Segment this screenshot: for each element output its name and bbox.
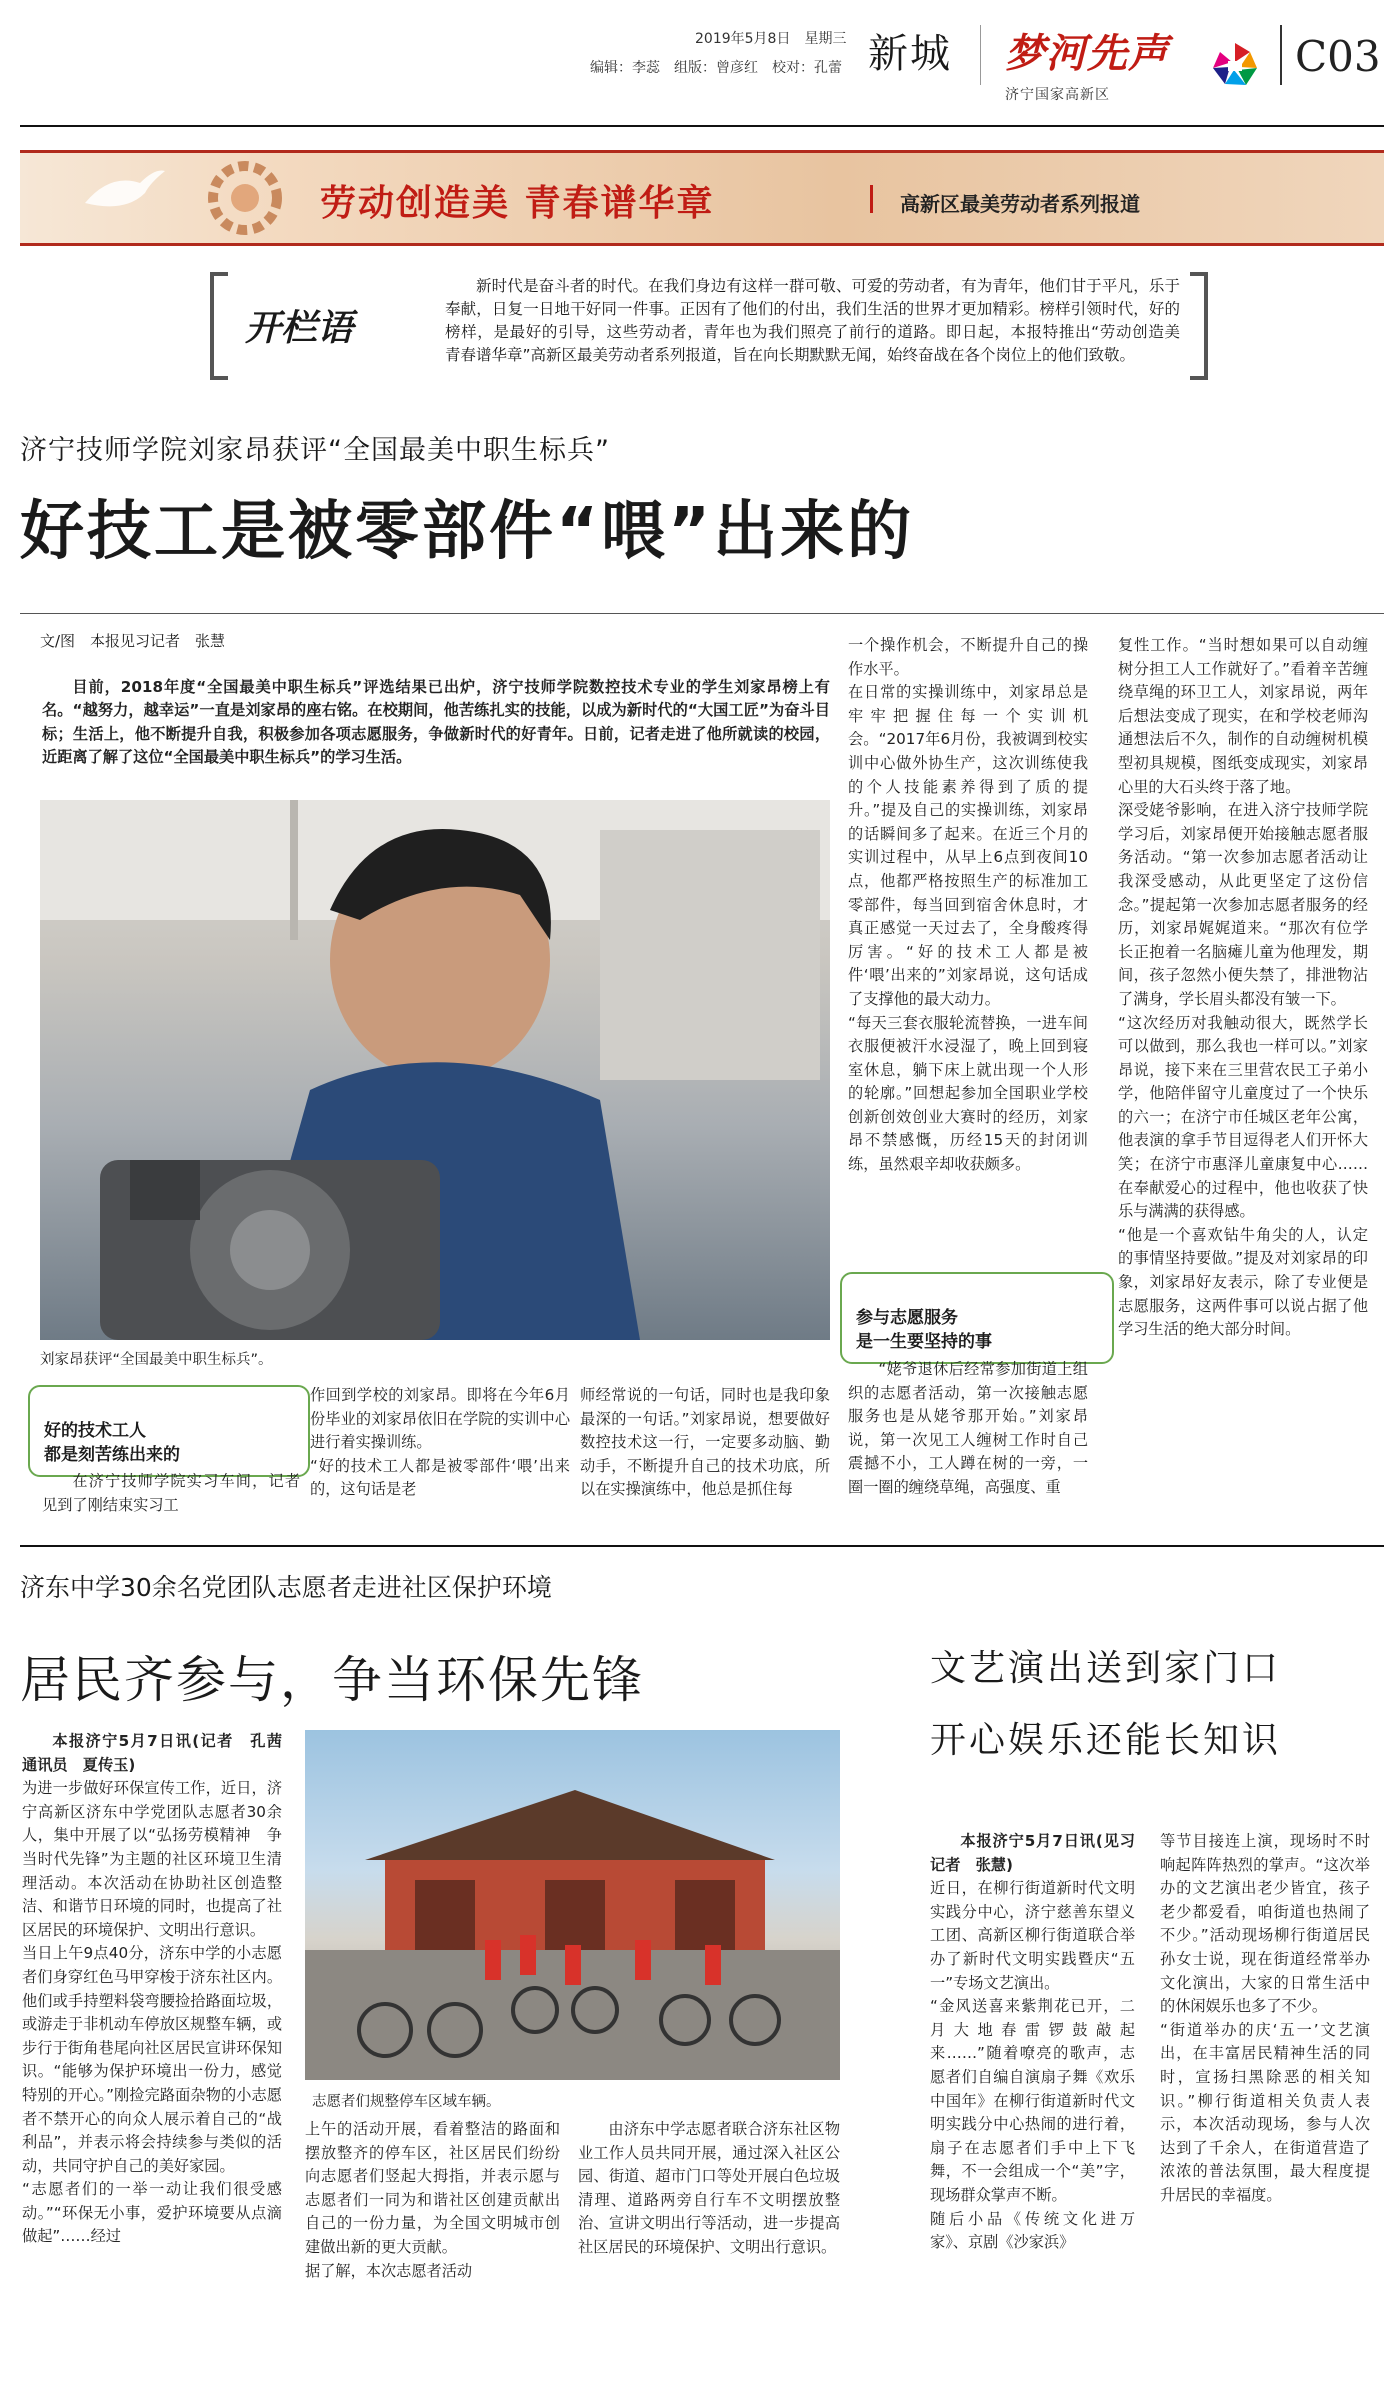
intro-label: 开栏语	[245, 307, 354, 349]
article1-col-e	[1118, 634, 1368, 1524]
article2-photo-caption: 志愿者们规整停车区域车辆。	[312, 2094, 501, 2110]
article3-col-a-text: 近日，在柳行街道新时代文明实践分中心，济宁慈善东望义工团、高新区柳行街道联合举办了新时代文明实践暨庆“五一”专场文艺演出。 “金风送喜来紫荆花已开，二月大地春雷锣鼓敲起来……”随着嘹亮的歌声，志愿者们自编自演扇子舞《欢乐中国年》在柳行街道新时代文明实践分中心热闹的进行着，扇子在志愿者们手中上下飞舞，不一会组成一个“美”字，现场群众掌声不断。 随后小品《传统文化进万家》、京剧《沙家浜》	[930, 1879, 1135, 2252]
article1-bottom-rule	[20, 1545, 1384, 1547]
col-e-text: 复性工作。“当时想如果可以自动缠树分担工人工作就好了。”看着辛苦缠绕草绳的环卫工人，刘家昂说，两年后想法变成了现实，在和学校老师沟通想法后不久，制作的自动缠树机模型初具规模，图纸变成现实，刘家昂心里的大石头终于落了地。 深受姥爷影响，在进入济宁技师学院学习后，刘家昂便开始接触志愿者服务活动。“第一次参加志愿者活动让我深受感动，从此更坚定了这份信念。”提起第一次参加志愿者服务的经历，刘家昂娓娓道来。“那次有位学长正抱着一名脑瘫儿童为他理发，期间，孩子忽然小便失禁了，排泄物沾了满身，学长眉头都没有皱一下。 “这次经历对我触动很大，既然学长可以做到，那么我也一样可以。”刘家昂说，接下来在三里营农民工子弟小学，他陪伴留守儿童度过了一个快乐的六一；在济宁市任城区老年公寓，他表演的拿手节目逗得老人们开怀大笑；在济宁市惠泽儿童康复中心……在奉献爱心的过程中，他也收获了快乐与满满的获得感。 “他是一个喜欢钻牛角尖的人，认定的事情坚持要做。”提及对刘家昂的印象，刘家昂好友表示，除了专业便是志愿服务，这两件事可以说占据了他学习生活的绝大部分时间。	[1118, 636, 1368, 1339]
col-d1-text: 一个操作机会，不断提升自己的操作水平。 在日常的实操训练中，刘家昂总是牢牢把握住每一个实训机会。“2017年6月份，我被调到校实训中心做外协生产，这次训练使我的个人技能素养得到了质的提升。”提及自己的实操训练，刘家昂的话瞬间多了起来。在近三个月的实训过程中，从早上6点到夜间10点，他都严格按照生产的标准加工零部件，每当回到宿舍休息时，才真正感觉一天过去了，全身酸疼得厉害。“好的技术工人都是被件‘喂’出来的”刘家昂说，这句话成了支撑他的最大动力。 “每天三套衣服轮流替换，一进车间衣服便被汗水浸湿了，晚上回到寝室休息，躺下床上就出现一个人形的轮廓。”回想起参加全国职业学校创新创效创业大赛时的经历，刘家昂不禁感慨，历经15天的封闭训练，虽然艰辛却收获颇多。	[848, 636, 1088, 1174]
header-date: 2019年5月8日 星期三	[695, 31, 847, 47]
article1-col-d2: “姥爷退休后经常参加街道上组织的志愿者活动，第一次接触志愿服务也是从姥爷那开始。”刘家昂说，第一次见工人缠树工作时自己震撼不小，工人蹲在树的一旁，一圈一圈的缠绕草绳，高强度、重	[848, 1360, 1088, 1496]
article1-byline: 文/图 本报见习记者 张慧	[40, 632, 226, 650]
col-b-text: 作回到学校的刘家昂。即将在今年6月份毕业的刘家昂依旧在学院的实训中心进行着实操训练。 “好的技术工人都是被零部件‘喂’出来的，这句话是老	[310, 1386, 570, 1499]
article1-lead: 目前，2018年度“全国最美中职生标兵”评选结果已出炉，济宁技师学院数控技术专业的学生刘家昂榜上有名。“越努力，越幸运”一直是刘家昂的座右铭。在校期间，他苦练扎实的技能，以成为新时代的“大国工匠”为奋斗目标；生活上，他不断提升自我，积极参加各项志愿服务，争做新时代的好青年。日前，记者走进了他所就读的校园，近距离了解了这位“全国最美中职生标兵”的学习生活。	[42, 678, 830, 767]
banner-subtitle: 高新区最美劳动者系列报道	[900, 192, 1140, 216]
article1-photo	[40, 800, 830, 1340]
section-name: 新城	[868, 31, 952, 77]
dove-icon	[80, 163, 170, 223]
page-number: C03	[1295, 32, 1381, 81]
page-divider	[1280, 25, 1282, 85]
article1-subhead-technician	[28, 1385, 310, 1477]
header-rule	[20, 125, 1384, 127]
logo-icon	[1210, 40, 1260, 90]
article3-col-b-text: 等节目接连上演，现场时不时响起阵阵热烈的掌声。“这次举办的文艺演出老少皆宜，孩子老少都爱看，咱街道也热闹了不少。”活动现场柳行街道居民孙女士说，现在街道经常举办文化演出，大家的日常生活中的休闲娱乐也多了不少。 “街道举办的庆‘五一’文艺演出，在丰富居民精神生活的同时，宣扬扫黑除恶的相关知识。”柳行街道相关负责人表示，本次活动现场，参与人次达到了千余人，在街道营造了浓浓的普法氛围，最大程度提升居民的幸福度。	[1160, 1832, 1370, 2204]
article1-kicker: 济宁技师学院刘家昂获评“全国最美中职生标兵”	[20, 435, 610, 466]
banner-divider	[870, 185, 873, 213]
article2-col-b	[305, 2118, 560, 2283]
article2-headline: 居民齐参与，争当环保先锋	[20, 1651, 644, 1709]
article1-col-b	[310, 1384, 570, 1502]
series-banner	[20, 150, 1384, 246]
subhead-technician-text: 好的技术工人 都是刻苦练出来的	[44, 1421, 180, 1465]
article3-dateline: 本报济宁5月7日讯(见习记者 张慧)	[930, 1832, 1135, 1874]
intro-text: 新时代是奋斗者的时代。在我们身边有这样一群可敬、可爱的劳动者，有为青年，他们甘于平凡，乐于奉献，日复一日地干好同一件事。正因有了他们的付出，我们生活的世界才更加精彩。榜样引领时代，好的榜样，是最好的引导，这些劳动者，青年也为我们照亮了前行的道路。即日起，本报特推出“劳动创造美 青春谱华章”高新区最美劳动者系列报道，旨在向长期默默无闻，始终奋战在各个岗位上的他们致敬。	[445, 277, 1196, 364]
article2-col-a-text: 为进一步做好环保宣传工作，近日，济宁高新区济东中学党团队志愿者30余人，集中开展了以“弘扬劳模精神 争当时代先锋”为主题的社区环境卫生清理活动。本次活动在协助社区创造整洁、和谐节日环境的同时，也提高了社区居民的环境保护、文明出行意识。 当日上午9点40分，济东中学的小志愿者们身穿红色马甲穿梭于济东社区内。他们或手持塑料袋弯腰捡拾路面垃圾，或游走于非机动车停放区规整车辆，或步行于街角巷尾向社区居民宣讲环保知识。“能够为保护环境出一份力，感觉特别的开心。”刚捡完路面杂物的小志愿者不禁开心的向众人展示着自己的“战利品”，并表示将会持续参与类似的活动，共同守护自己的美好家园。 “志愿者们的一举一动让我们很受感动。”“环保无小事，爱护环境要从点滴做起”……经过	[22, 1779, 282, 2246]
masthead: 梦河先声	[1005, 30, 1169, 77]
article2-col-a	[22, 1730, 298, 2249]
header-editors: 编辑：李蕊 组版：曾彦红 校对：孔蕾	[590, 60, 842, 76]
intro-bracket-right	[1190, 272, 1208, 380]
article2-col-b-text: 上午的活动开展，看着整洁的路面和摆放整齐的停车区，社区居民们纷纷向志愿者们竖起大拇指，并表示愿与志愿者们一同为和谐社区创建贡献出自己的一份力量，为全国文明城市创建做出新的更大贡献。 据了解，本次志愿者活动	[305, 2120, 560, 2280]
subhead-volunteer-text: 参与志愿服务 是一生要坚持的事	[856, 1308, 992, 1352]
article3-headline-1: 文艺演出送到家门口	[930, 1648, 1282, 1689]
article1-col-c: 师经常说的一句话，同时也是我印象最深的一句话。”刘家昂说，想要做好数控技术这一行，一定要多动脑、勤动手，不断提升自己的技术功底，所以在实操演练中，他总是抓住每	[580, 1386, 830, 1499]
masthead-subtitle: 济宁国家高新区	[1005, 87, 1110, 103]
article3-col-b	[1160, 1830, 1370, 2208]
article1-photo-caption: 刘家昂获评“全国最美中职生标兵”。	[40, 1352, 273, 1368]
article1-col-a: 在济宁技师学院实习车间，记者见到了刚结束实习工	[42, 1472, 300, 1514]
intro-bracket-left	[210, 272, 228, 380]
headline-rule	[20, 613, 1384, 614]
banner-title: 劳动创造美 青春谱华章	[320, 182, 715, 224]
article3-headline-2: 开心娱乐还能长知识	[930, 1720, 1282, 1761]
article3-col-a	[930, 1830, 1135, 2255]
article1-subhead-volunteer	[840, 1272, 1114, 1364]
article1-headline: 好技工是被零部件“喂”出来的	[20, 495, 915, 569]
article2-col-c: 由济东中学志愿者联合济东社区物业工作人员共同开展，通过深入社区公园、街道、超市门口等处开展白色垃圾清理、道路两旁自行车不文明摆放整治、宣讲文明出行等活动，进一步提高社区居民的环境保护、文明出行意识。	[578, 2120, 840, 2256]
gear-icon	[190, 158, 300, 238]
header-divider	[980, 25, 981, 85]
article1-col-d	[848, 634, 1088, 1264]
article2-dateline: 本报济宁5月7日讯(记者 孔茜 通讯员 夏传玉)	[22, 1732, 298, 1774]
article2-kicker: 济东中学30余名党团队志愿者走进社区保护环境	[20, 1573, 552, 1602]
article2-photo	[305, 1730, 840, 2080]
